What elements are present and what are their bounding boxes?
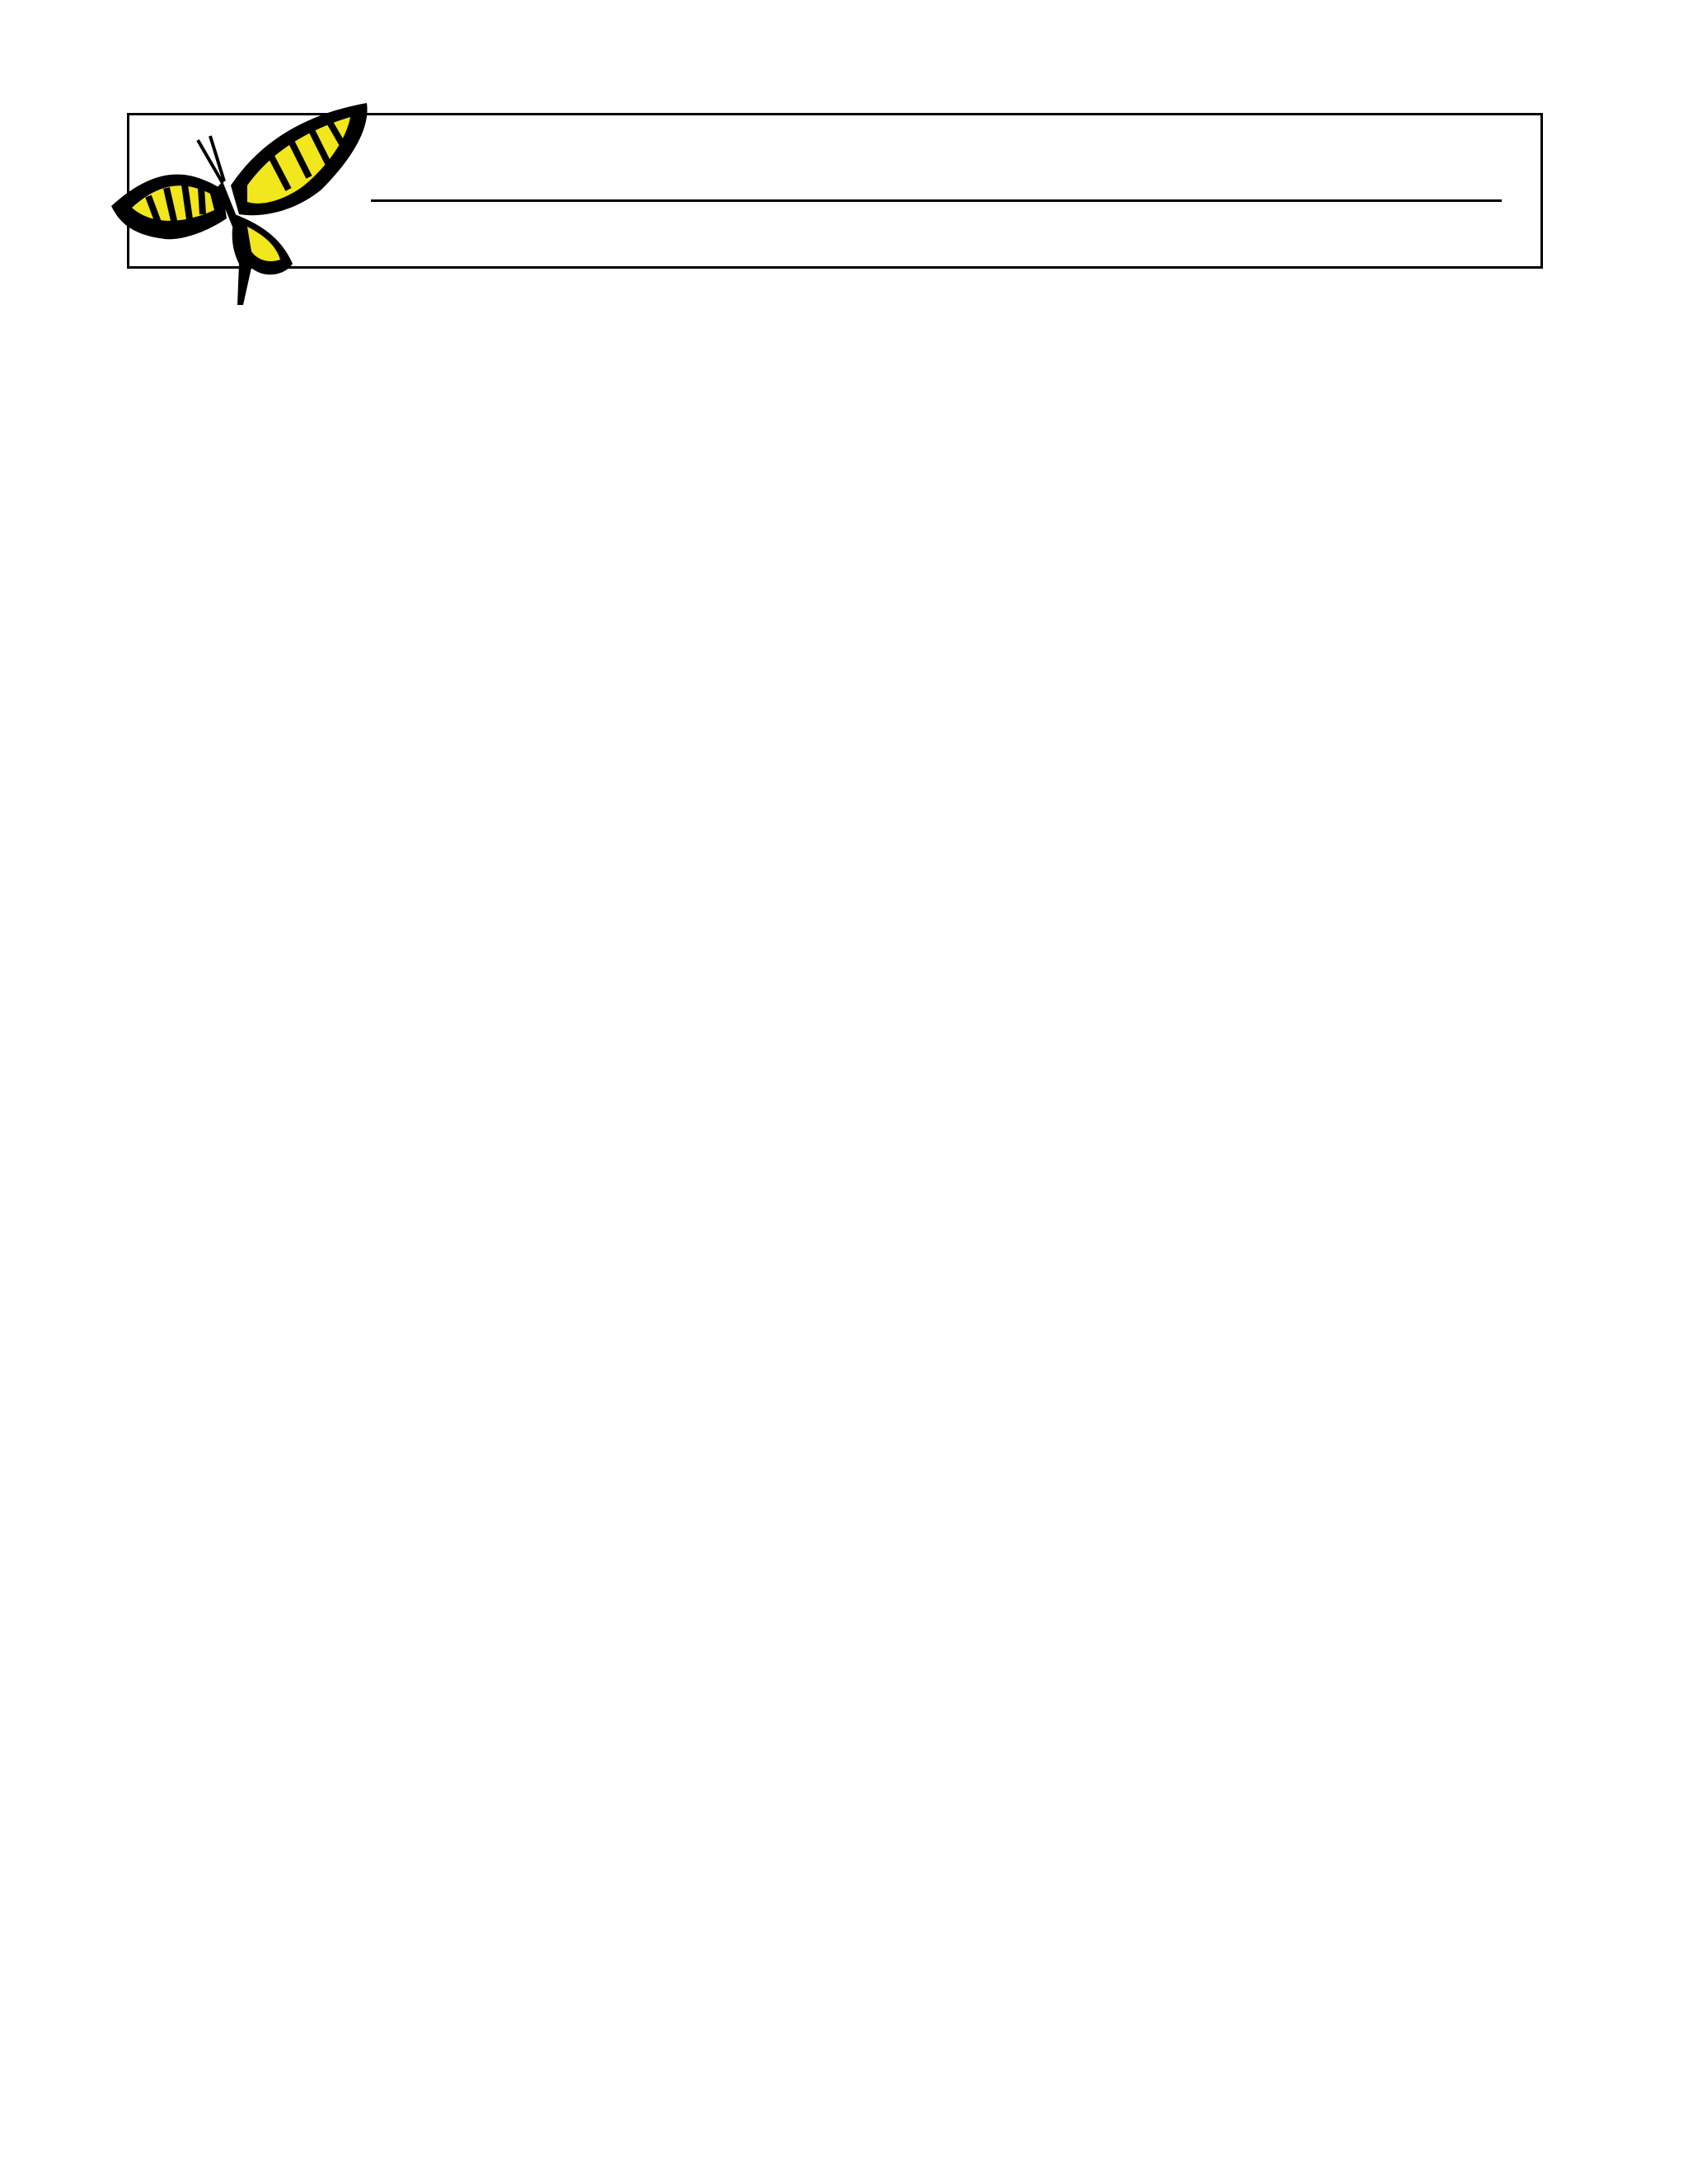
swallowtail-butterfly-icon — [99, 99, 376, 310]
org-divider — [371, 199, 1502, 202]
